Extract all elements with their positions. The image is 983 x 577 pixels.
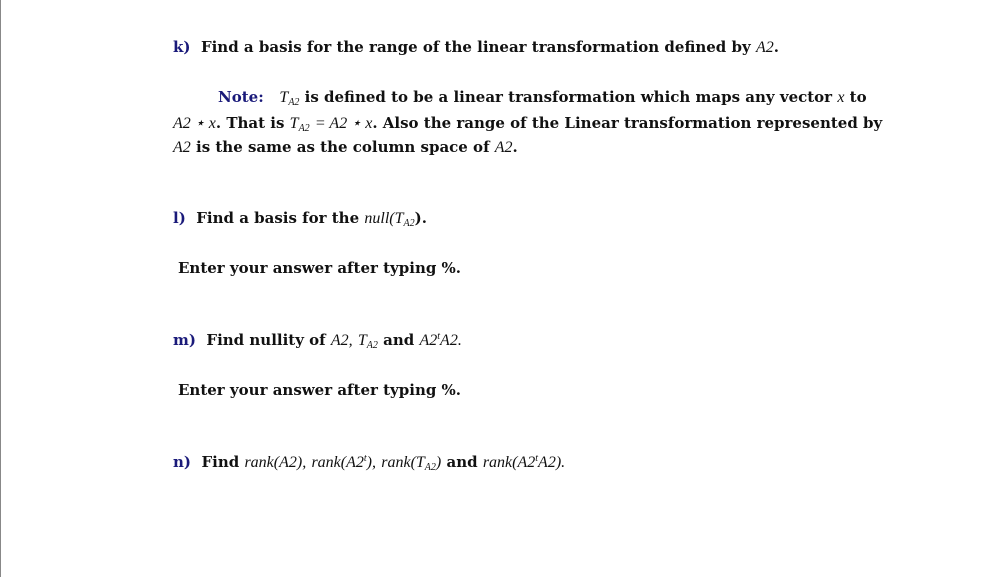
question-label: l) (173, 209, 186, 227)
punct: . (512, 138, 518, 156)
math-A2: A2. (440, 332, 462, 349)
math: x (837, 89, 845, 106)
math (483, 454, 565, 471)
note-text: to (849, 88, 867, 106)
math: A2 ⋆ x (173, 115, 216, 132)
math: A2 (755, 39, 774, 56)
math: rank(A2), (244, 454, 307, 471)
question-text: Find (201, 453, 240, 471)
punct: . (773, 38, 779, 56)
question-text: Find nullity of (206, 331, 326, 349)
left-border (0, 0, 1, 577)
note-text: is the same as the column space of (196, 138, 490, 156)
math-sub: A2 (366, 340, 378, 351)
note-line-2 (173, 113, 882, 134)
math-A2: A2 (419, 332, 438, 349)
math-rank: rank(A2 (482, 454, 536, 471)
question-n (173, 453, 565, 473)
note-line-3 (173, 138, 518, 157)
note-text: . That is (215, 114, 285, 132)
question-m (173, 331, 462, 351)
math-rank: A2). (538, 454, 566, 471)
note-line-1 (218, 88, 867, 108)
math-rank: rank(T (381, 454, 425, 471)
instruction-l: Enter your answer after typing %. (178, 259, 462, 277)
question-k (173, 38, 779, 57)
math (279, 89, 299, 106)
math-rank: ), (366, 454, 376, 471)
math: A2 (173, 139, 191, 156)
math-rank: ) (435, 454, 442, 471)
question-label: k) (173, 38, 191, 56)
math-T: T (357, 332, 367, 349)
math (358, 332, 378, 349)
math-sub: A2 (298, 123, 310, 134)
math: A2 (494, 139, 513, 156)
question-text: and (446, 453, 478, 471)
math-rank: rank(A2 (311, 454, 364, 471)
math-T: T (279, 89, 289, 106)
question-l (173, 209, 427, 229)
math-T: T (289, 115, 299, 132)
math (311, 454, 376, 471)
question-label: n) (173, 453, 192, 471)
math (364, 210, 414, 227)
question-text: and (383, 331, 415, 349)
math: = A2 ⋆ x (314, 115, 373, 132)
instruction-m: Enter your answer after typing %. (178, 381, 462, 399)
note-text: . Also the range of the Linear transformation represented by (372, 114, 883, 132)
math (290, 115, 310, 132)
math: A2, (330, 332, 353, 349)
note-text: is defined to be a linear transformation which maps any vector (304, 88, 833, 106)
math-sub: A2 (424, 462, 436, 473)
math (381, 454, 441, 471)
question-text: Find a basis for the range of the linear transformation defined by (200, 38, 751, 56)
math (419, 332, 461, 349)
question-text: Find a basis for the (196, 209, 360, 227)
math-sup: t (535, 453, 539, 464)
math-sup: t (437, 331, 441, 342)
math-null: null(T (364, 210, 404, 227)
math-sub: A2 (288, 97, 300, 108)
note-label: Note: (218, 88, 264, 106)
punct: ). (414, 209, 427, 227)
math-sub: A2 (403, 218, 415, 229)
math-sup: t (363, 453, 367, 464)
question-label: m) (173, 331, 196, 349)
